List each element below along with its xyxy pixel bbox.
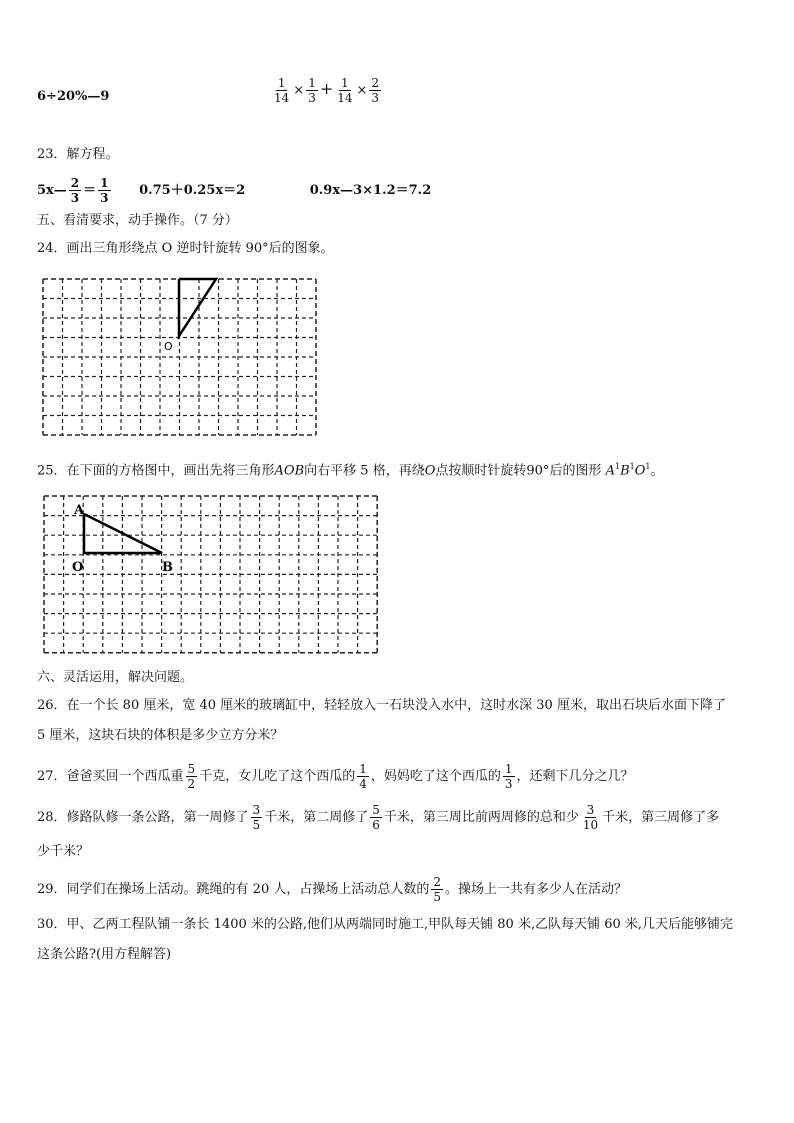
fraction: $\frac{2}{3}$: [70, 176, 80, 205]
q25-label-b: B: [162, 560, 173, 575]
q26-line2: 5 厘米，这块石块的体积是多少立方分米？: [37, 728, 284, 743]
q23-eq3: 0.9x—3×1.2＝7.2: [309, 183, 432, 198]
fraction: $\frac{1}{3}$: [100, 176, 109, 205]
fraction: $\frac{1}{3}$: [308, 76, 316, 105]
q28-line2: 少千米？: [37, 844, 90, 859]
q30-line1: 30．甲、乙两工程队铺一条长 1400 米的公路,他们从两端同时施工,甲队每天铺 80 米,乙队每天铺 60 米,几天后能够铺完: [37, 917, 734, 932]
q25-grid-figure: [42, 494, 387, 656]
fraction: $\frac{3}{5}$: [252, 803, 261, 832]
fraction: $\frac{3}{10}$: [582, 803, 599, 832]
fraction: $\frac{2}{3}$: [371, 76, 380, 105]
section-5-heading: 五、看清要求，动手操作。（7 分）: [37, 213, 238, 228]
q27-text: 27．爸爸买回一个西瓜重 $\frac{5}{2}$ 千克，女儿吃了这个西瓜的 $\frac{1}{4}$ ，妈妈吃了这个西瓜的 $\frac{1}{3}$ ，还剩下几分之几？: [37, 762, 634, 791]
q28-line1: 28．修路队修一条公路，第一周修了 $\frac{3}{5}$ 千米，第二周修了 $\frac{5}{6}$ 千米，第三周比前两周修的总和少 $\frac{3}{10}$ 千米，第三周修了多: [37, 803, 720, 832]
q25-title: 25．在下面的方格图中，画出先将三角形AOB向右平移 5 格，再绕O点按顺时针旋转90°后的图形 $A^1B^1O^1$。: [37, 462, 664, 479]
q24-triangle: [179, 279, 216, 336]
q26-line1: 26．在一个长 80 厘米，宽 40 厘米的玻璃缸中，轻轻放入一石块没入水中，这时水深 30 厘米，取出石块后水面下降了: [37, 698, 726, 713]
q23-eq2: 0.75＋0.25x＝2: [139, 183, 246, 198]
q24-point-o-label: O: [164, 340, 173, 353]
calc-right-expr: $\frac{1}{14}$ × $\frac{1}{3}$ + $\frac{1}{14}$ × $\frac{2}{3}$: [274, 76, 380, 105]
fraction: $\frac{1}{3}$: [504, 762, 513, 791]
fraction: $\frac{5}{2}$: [187, 762, 196, 791]
fraction: $\frac{1}{4}$: [359, 762, 367, 791]
fraction: $\frac{2}{5}$: [433, 875, 441, 904]
q23-equations: 5x— $\frac{2}{3}$ ＝ $\frac{1}{3}$ 0.75＋0.25x＝2 0.9x—3×1.2＝7.2: [37, 176, 432, 205]
fraction: $\frac{1}{14}$: [337, 76, 353, 105]
fraction: $\frac{1}{14}$: [274, 76, 290, 105]
fraction: $\frac{5}{6}$: [372, 803, 380, 832]
q24-grid-figure: [42, 276, 322, 438]
calc-left-expr: 6÷20%—9: [37, 89, 110, 104]
q24-title: 24．画出三角形绕点 O 逆时针旋转 90°后的图象。: [37, 241, 334, 256]
q30-line2: 这条公路?(用方程解答): [37, 947, 172, 962]
q25-label-a: A: [74, 503, 85, 518]
q23-title: 23．解方程。: [37, 147, 119, 162]
q29-text: 29．同学们在操场上活动。跳绳的有 20 人，占操场上活动总人数的 $\frac{2}{5}$ 。操场上一共有多少人在活动？: [37, 875, 628, 904]
q25-label-o: O: [72, 560, 84, 575]
section-6-heading: 六、灵活运用，解决问题。: [37, 670, 194, 685]
